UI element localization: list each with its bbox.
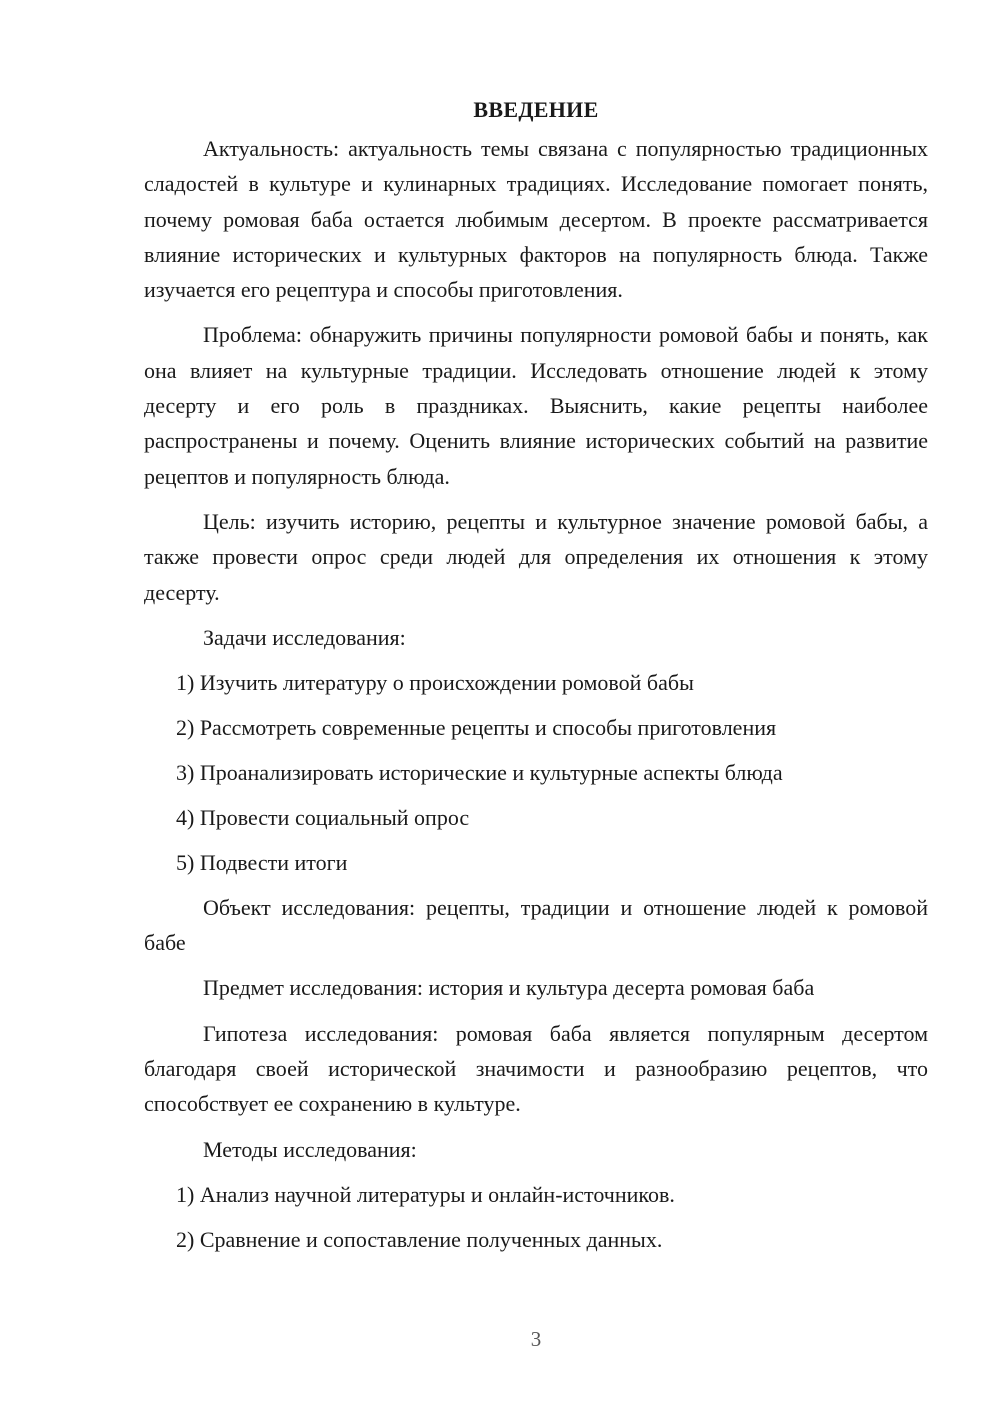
task-item: 2) Рассмотреть современные рецепты и способы приготовления [176, 714, 777, 740]
method-item: 1) Анализ научной литературы и онлайн-источников. [176, 1181, 675, 1207]
paragraph-problem: Проблема: обнаружить причины популярности ромовой бабы и понять, как она влияет на культурные традиции. Исследовать отношение людей к этому десерту и его роль в праздниках. Выяснить, какие рецепты наиболее распространены и почему. Оценить влияние исторических событий на развитие рецептов и популярность блюда. [144, 322, 928, 489]
methods-list [144, 1177, 928, 1257]
methods-heading: Методы исследования: [203, 1136, 417, 1162]
page-number: 3 [530, 1327, 542, 1351]
paragraph-hypothesis: Гипотеза исследования: ромовая баба является популярным десертом благодаря своей исторической значимости и разнообразию рецептов, что способствует ее сохранению в культуре. [144, 1020, 928, 1117]
tasks-heading: Задачи исследования: [203, 624, 406, 650]
task-item: 1) Изучить литературу о происхождении ромовой бабы [176, 669, 694, 695]
tasks-list [144, 665, 928, 880]
task-item: 5) Подвести итоги [176, 849, 348, 875]
paragraph-relevance: Актуальность: актуальность темы связана с популярностью традиционных сладостей в культуре и кулинарных традициях. Исследование помогает понять, почему ромовая баба остается любимым десертом. В проекте рассматривается влияние исторических и культурных факторов на популярность блюда. Также изучается его рецептура и способы приготовления. [144, 136, 928, 303]
paragraph-subject: Предмет исследования: история и культура десерта ромовая баба [203, 975, 815, 1001]
document-title: ВВЕДЕНИЕ [473, 97, 599, 122]
method-item: 2) Сравнение и сопоставление полученных данных. [176, 1226, 663, 1252]
task-item: 3) Проанализировать исторические и культурные аспекты блюда [176, 759, 783, 785]
task-item: 4) Провести социальный опрос [176, 804, 470, 830]
paragraph-goal: Цель: изучить историю, рецепты и культурное значение ромовой бабы, а также провести опрос среди людей для определения их отношения к этому десерту. [144, 508, 928, 605]
document-page [144, 92, 928, 1267]
paragraph-object: Объект исследования: рецепты, традиции и отношение людей к ромовой бабе [144, 894, 928, 956]
